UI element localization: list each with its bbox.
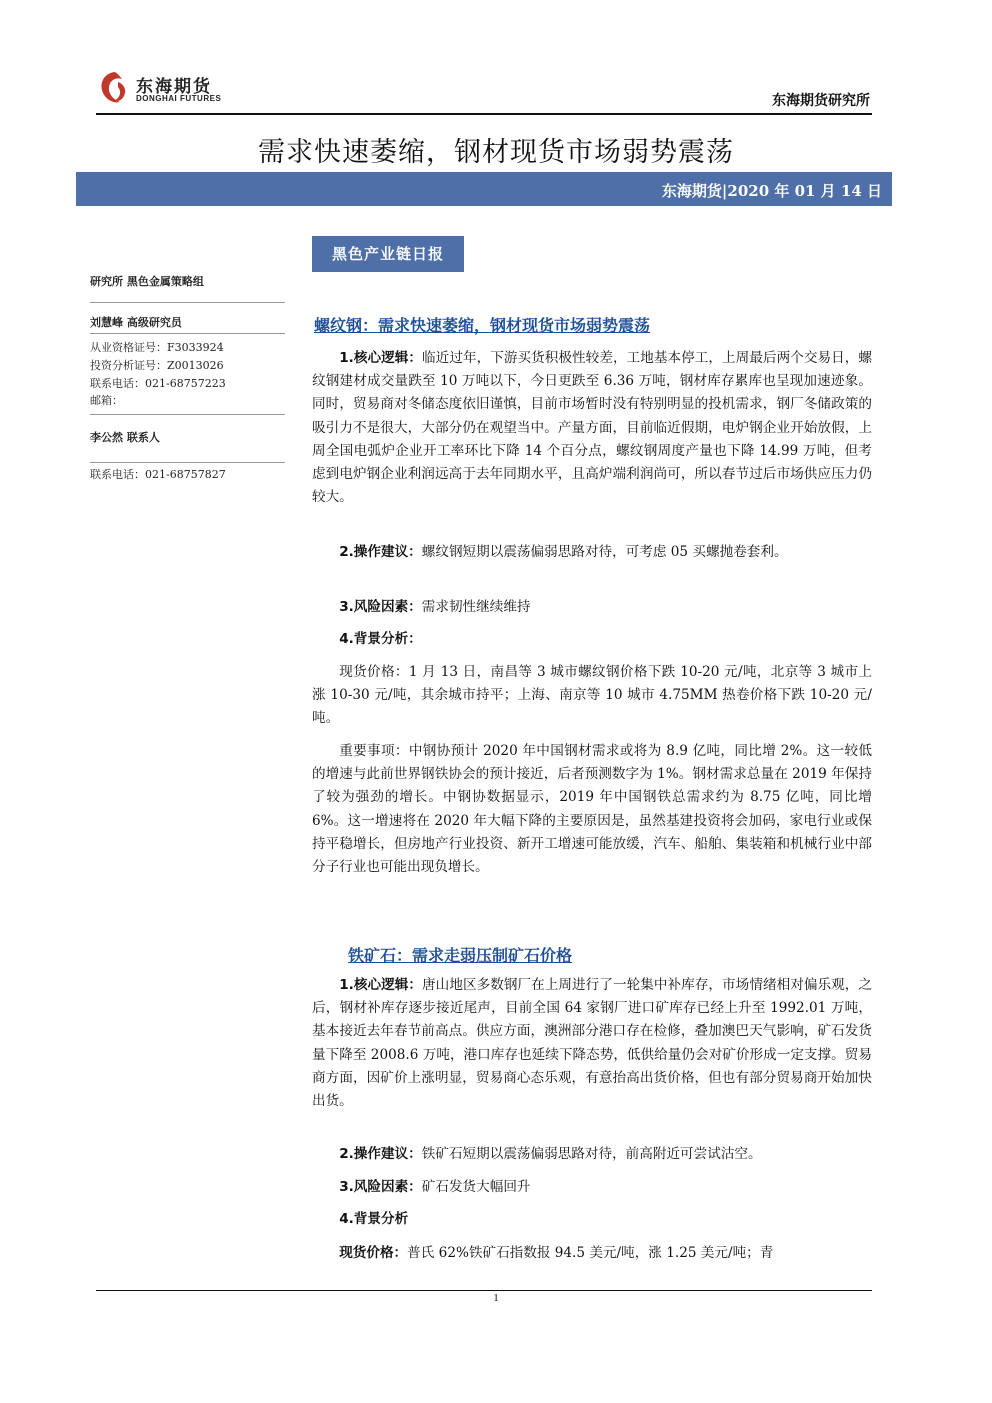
sidebar-invest-cert: 投资分析证号：Z0013026 <box>90 359 224 372</box>
sidebar-analyst-1: 刘慧峰 高级研究员 <box>90 316 182 329</box>
iron-ore-section-title: 铁矿石：需求走弱压制矿石价格 <box>348 946 573 965</box>
iron-ore-core-logic <box>312 974 872 1113</box>
sidebar-divider <box>90 414 285 415</box>
company-logo <box>96 66 236 110</box>
iron-ore-spot-label: 现货价格： <box>339 1245 408 1261</box>
sidebar-qual-cert: 从业资格证号：F3033924 <box>90 341 224 354</box>
rebar-advice-text: 螺纹钢短期以震荡偏弱思路对待，可考虑 05 买螺抛卷套利。 <box>421 544 788 560</box>
rebar-advice-label: 2.操作建议： <box>339 544 422 560</box>
sidebar-analyst-2: 李公然 联系人 <box>90 431 160 444</box>
sidebar-phone-1: 联系电话：021-68757223 <box>90 377 226 390</box>
iron-ore-advice <box>312 1143 872 1166</box>
report-title: 需求快速萎缩，钢材现货市场弱势震荡 <box>258 137 734 168</box>
sidebar-divider <box>90 302 285 303</box>
rebar-logic-label: 1.核心逻辑： <box>339 350 423 366</box>
iron-ore-risk <box>312 1176 872 1199</box>
rebar-risk-label: 3.风险因素： <box>339 599 422 615</box>
logo-english-name: DONGHAI FUTURES <box>136 94 222 103</box>
iron-ore-risk-label: 3.风险因素： <box>339 1179 422 1195</box>
rebar-risk-text: 需求韧性继续维持 <box>421 599 531 615</box>
report-type-tag: 黑色产业链日报 <box>312 236 464 272</box>
sidebar-divider <box>90 333 285 334</box>
iron-ore-background <box>312 1208 872 1231</box>
institute-name: 东海期货研究所 <box>772 93 870 109</box>
report-date: 东海期货|2020 年 01 月 14 日 <box>661 182 882 200</box>
rebar-bg-label: 4.背景分析： <box>339 631 422 647</box>
rebar-advice <box>312 541 872 564</box>
iron-ore-logic-text: 唐山地区多数钢厂在上周进行了一轮集中补库存，市场情绪相对偏乐观，之后，钢材补库存逐步接近尾声，目前全国 64 家钢厂进口矿库存已经上升至 1992.01 万吨，基本接近去年春节前高点。供应方面，澳洲部分港口存在检修，叠加澳巴天气影响，矿石发货量下降至 2008.6 万吨，港口库存也延续下降态势，低供给量仍会对矿价形成一定支撑。贸易商方面，因矿价上涨明显，贸易商心态乐观，有意抬高出货价格，但也有部分贸易商开始加快出货。 <box>312 977 873 1110</box>
iron-ore-advice-text: 铁矿石短期以震荡偏弱思路对待，前高附近可尝试沽空。 <box>421 1146 762 1162</box>
iron-ore-logic-label: 1.核心逻辑： <box>339 977 423 993</box>
iron-ore-advice-label: 2.操作建议： <box>339 1146 422 1162</box>
iron-ore-risk-text: 矿石发货大幅回升 <box>421 1179 531 1195</box>
dragon-logo-icon <box>96 68 132 108</box>
rebar-key-events: 重要事项：中钢协预计 2020 年中国钢材需求或将为 8.9 亿吨，同比增 2%。这一较低的增速与此前世界钢铁协会的预计接近，后者预测数字为 1%。钢材需求总量在 2019 年保持了较为强劲的增长。中钢协数据显示，2019 年中国钢铁总需求约为 8.75 亿吨，同比增 6%。这一增速将在 2020 年大幅下降的主要原因是，虽然基建投资将会加码，家电行业或保持平稳增长，但房地产行业投资、新开工增速可能放缓，汽车、船舶、集装箱和机械行业中部分子行业也可能出现负增长。 <box>312 743 872 876</box>
logo-chinese-name: 东海期货 <box>136 77 212 97</box>
iron-ore-bg-label: 4.背景分析 <box>339 1211 409 1227</box>
rebar-logic-text: 临近过年，下游买货积极性较差，工地基本停工，上周最后两个交易日，螺纹钢建材成交量跌至 10 万吨以下，今日更跌至 6.36 万吨，钢材库存累库也呈现加速迹象。同时，贸易商对冬储态度依旧谨慎，目前市场暂时没有特别明显的投机需求，钢厂冬储政策的吸引力不是很大，大部分仍在观望当中。产量方面，目前临近假期，电炉钢企业开始放假，上周全国电弧炉企业开工率环比下降 14 个百分点，螺纹钢周度产量也下降 14.99 万吨，但考虑到电炉钢企业利润远高于去年同期水平，且高炉端利润尚可，所以春节过后市场供应压力仍较大。 <box>312 350 873 506</box>
rebar-section-title: 螺纹钢：需求快速萎缩，钢材现货市场弱势震荡 <box>314 316 651 335</box>
rebar-background <box>312 628 872 651</box>
sidebar-dept: 研究所 黑色金属策略组 <box>90 275 204 288</box>
iron-ore-spot-price <box>312 1242 872 1265</box>
iron-ore-spot-text: 普氏 62%铁矿石指数报 94.5 美元/吨，涨 1.25 美元/吨；青 <box>407 1245 774 1261</box>
rebar-risk <box>312 596 872 619</box>
footer-rule <box>96 1290 872 1291</box>
header-rule <box>96 113 872 115</box>
rebar-spot-price: 现货价格：1 月 13 日，南昌等 3 城市螺纹钢价格下跌 10-20 元/吨，北京等 3 城市上涨 10-30 元/吨，其余城市持平；上海、南京等 10 城市 4.75MM 热卷价格下跌 10-20 元/吨。 <box>312 664 872 727</box>
rebar-core-logic <box>312 347 872 509</box>
sidebar-phone-2: 联系电话：021-68757827 <box>90 468 226 481</box>
page-number: 1 <box>493 1292 499 1304</box>
sidebar-email: 邮箱： <box>90 394 123 407</box>
sidebar-divider <box>90 462 285 463</box>
